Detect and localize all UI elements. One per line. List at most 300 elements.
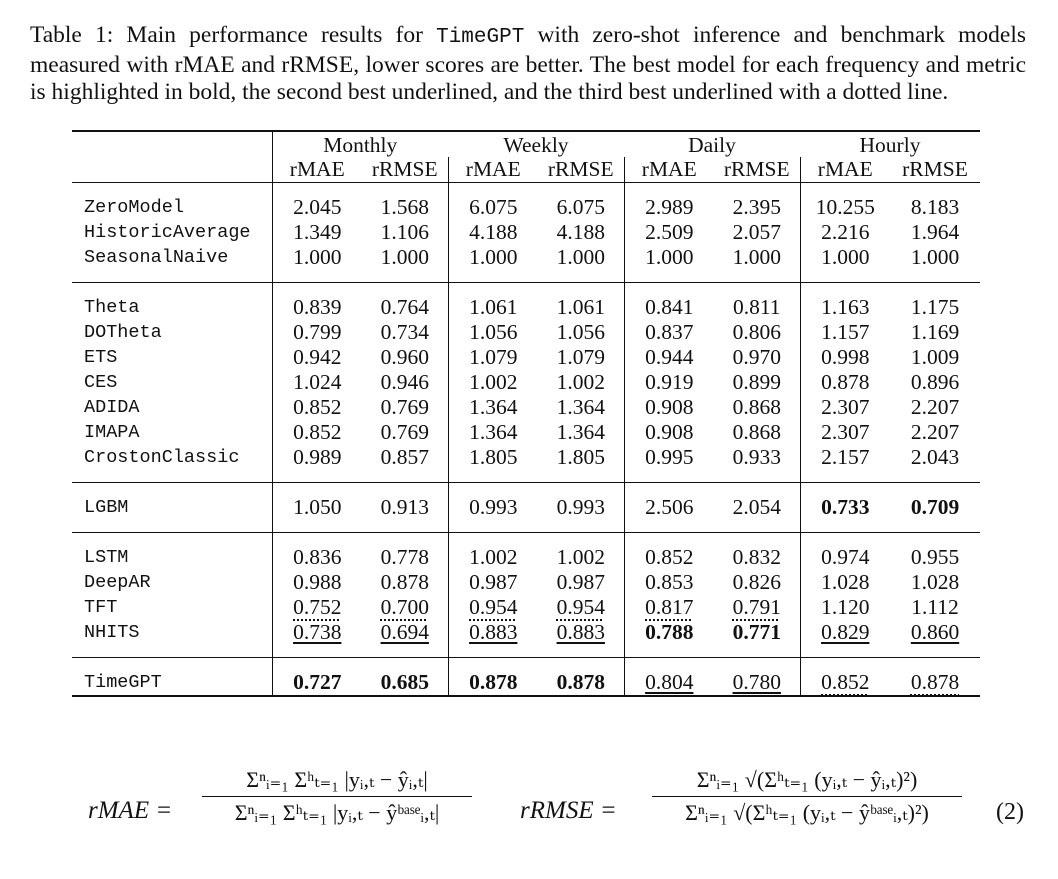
metric-cell: [362, 395, 448, 420]
metric-value: 0.878: [469, 670, 518, 694]
table-row: [72, 545, 980, 570]
header-blank: [72, 131, 272, 157]
rmae-denominator: Σⁿᵢ₌₁ Σʰₜ₌₁ |yᵢ,ₜ − ŷᵇᵃˢᵉᵢ,ₜ|: [234, 800, 440, 825]
metric-value: 0.896: [910, 370, 960, 394]
metric-header: rMAE: [448, 157, 538, 183]
metric-value: 0.974: [821, 545, 870, 569]
metric-cell: [800, 420, 890, 445]
model-name: TimeGPT: [72, 670, 272, 696]
metric-cell: [800, 320, 890, 345]
metric-value: 1.079: [469, 345, 518, 369]
model-name: CES: [84, 372, 118, 393]
metric-cell: [714, 195, 800, 220]
metric-value: 0.993: [556, 495, 605, 519]
group-header: Monthly: [272, 131, 448, 157]
metric-cell: [272, 370, 362, 395]
metric-value: 2.989: [645, 195, 694, 219]
group-separator: [72, 658, 980, 671]
metric-value: 1.056: [556, 320, 605, 344]
metric-value: 2.054: [732, 495, 781, 519]
model-name: HistoricAverage: [84, 222, 251, 243]
metric-cell: [362, 445, 448, 470]
table-row: [72, 195, 980, 220]
metric-cell: [538, 370, 624, 395]
metric-cell: [800, 445, 890, 470]
metric-value: 1.050: [293, 495, 342, 519]
metric-cell: [272, 495, 362, 520]
metric-value: 0.988: [293, 570, 342, 594]
metric-cell: [538, 295, 624, 320]
metric-value: 1.163: [821, 295, 870, 319]
metric-cell: [538, 220, 624, 245]
metric-value: 2.216: [821, 220, 870, 244]
model-name: NHITS: [84, 622, 140, 643]
metric-cell: [272, 320, 362, 345]
metric-cell: [800, 195, 890, 220]
metric-value: 1.000: [556, 245, 605, 269]
metric-value: 0.832: [732, 545, 781, 569]
metric-value: 0.752: [293, 595, 342, 619]
metric-cell: [890, 620, 980, 645]
metric-cell: [362, 545, 448, 570]
table-row: [72, 420, 980, 445]
metric-cell: [624, 595, 714, 620]
rrmse-denominator: Σⁿᵢ₌₁ √(Σʰₜ₌₁ (yᵢ,ₜ − ŷᵇᵃˢᵉᵢ,ₜ)²): [685, 800, 929, 825]
metric-cell: [890, 570, 980, 595]
metric-cell: [624, 370, 714, 395]
model-name: TFT: [84, 597, 118, 618]
metric-value: 0.995: [645, 445, 694, 469]
metric-value: 1.009: [910, 345, 960, 369]
rmae-lhs: rMAE =: [88, 797, 173, 824]
metric-cell: [272, 220, 362, 245]
table-row: [72, 295, 980, 320]
metric-cell: [362, 195, 448, 220]
metric-value: 0.987: [556, 570, 605, 594]
equation: [88, 767, 1028, 865]
metric-header: rRMSE: [371, 157, 438, 181]
metric-cell: [362, 220, 448, 245]
metric-value: 0.829: [821, 620, 870, 644]
metric-cell: [538, 195, 624, 220]
metric-value: 1.568: [380, 195, 429, 219]
metric-value: 0.878: [556, 670, 605, 694]
table-row: [72, 595, 980, 620]
metric-value: 0.852: [293, 395, 342, 419]
metric-cell: [890, 495, 980, 520]
metric-cell: [890, 445, 980, 470]
metric-cell: [448, 670, 538, 696]
metric-value: 0.853: [645, 570, 694, 594]
rmae-fraction: [202, 767, 472, 826]
metric-value: 0.769: [380, 395, 429, 419]
metric-cell: [624, 320, 714, 345]
metric-cell: [538, 420, 624, 445]
metric-value: 0.852: [293, 420, 342, 444]
metric-value: 0.727: [293, 670, 342, 694]
metric-value: 0.908: [645, 395, 694, 419]
results-table: [72, 130, 980, 697]
metric-value: 0.836: [293, 545, 342, 569]
metric-cell: [448, 595, 538, 620]
metric-value: 0.942: [293, 345, 342, 369]
metric-cell: [714, 495, 800, 520]
metric-cell: [890, 670, 980, 696]
metric-value: 0.764: [380, 295, 429, 319]
table-row: [72, 220, 980, 245]
metric-value: 0.946: [380, 370, 429, 394]
model-name: LSTM: [84, 547, 129, 568]
metric-cell: [362, 345, 448, 370]
metric-value: 0.839: [293, 295, 342, 319]
metric-cell: [714, 245, 800, 270]
metric-cell: [538, 495, 624, 520]
metric-value: 0.852: [645, 545, 694, 569]
metric-cell: [538, 245, 624, 270]
metric-value: 2.207: [910, 395, 960, 419]
metric-value: 0.908: [645, 420, 694, 444]
metric-cell: [272, 395, 362, 420]
metric-value: 1.364: [556, 395, 605, 419]
metric-value: 1.364: [469, 420, 518, 444]
metric-cell: [714, 445, 800, 470]
metric-value: 0.709: [910, 495, 960, 519]
group-spacer: [72, 270, 980, 283]
metric-value: 2.307: [821, 395, 870, 419]
group-spacer: [72, 470, 980, 483]
metric-cell: [272, 420, 362, 445]
metric-cell: [538, 620, 624, 645]
metric-value: 0.811: [732, 295, 781, 319]
group-separator: [72, 283, 980, 296]
metric-cell: [538, 445, 624, 470]
group-header: Daily: [624, 131, 800, 157]
table-row: [72, 495, 980, 520]
metric-value: 6.075: [556, 195, 605, 219]
metric-value: 0.734: [380, 320, 429, 344]
metric-value: 0.987: [469, 570, 518, 594]
metric-value: 0.837: [645, 320, 694, 344]
metric-cell: [538, 545, 624, 570]
metric-cell: [272, 295, 362, 320]
metric-cell: [272, 445, 362, 470]
metric-cell: [890, 420, 980, 445]
metric-cell: [624, 345, 714, 370]
metric-cell: [714, 595, 800, 620]
metric-value: 0.989: [293, 445, 342, 469]
metric-cell: [714, 395, 800, 420]
metric-value: 0.778: [380, 545, 429, 569]
metric-cell: [362, 295, 448, 320]
metric-value: 1.056: [469, 320, 518, 344]
model-name: CrostonClassic: [84, 447, 240, 468]
metric-value: 2.395: [732, 195, 781, 219]
metric-value: 0.878: [380, 570, 429, 594]
group-spacer: [72, 645, 980, 658]
metric-cell: [448, 370, 538, 395]
group-spacer: [72, 520, 980, 533]
model-name: Theta: [84, 297, 140, 318]
metric-cell: [362, 670, 448, 696]
metric-cell: [800, 570, 890, 595]
header-groups-row: [72, 131, 980, 157]
metric-cell: [800, 620, 890, 645]
group-separator: [72, 483, 980, 496]
metric-cell: [448, 620, 538, 645]
metric-cell: [272, 595, 362, 620]
metric-value: 0.771: [732, 620, 781, 644]
metric-cell: [800, 245, 890, 270]
metric-value: 1.000: [293, 245, 342, 269]
metric-value: 0.970: [732, 345, 781, 369]
metric-value: 1.000: [732, 245, 781, 269]
caption-model-name: TimeGPT: [436, 26, 525, 49]
group-header: Weekly: [448, 131, 624, 157]
metric-cell: [714, 420, 800, 445]
caption-suffix: with zero-shot inference and benchmark models measured with rMAE and rRMSE, lower scores are better. The best model for each frequency and metric is highlighted in bold, the second best underlined, and the third best underlined with a dotted line.: [30, 22, 1026, 105]
metric-value: 1.000: [821, 245, 870, 269]
metric-cell: [714, 370, 800, 395]
table-row: [72, 245, 980, 270]
metric-cell: [362, 620, 448, 645]
metric-cell: [362, 370, 448, 395]
metric-value: 1.028: [910, 570, 960, 594]
table-row: [72, 670, 980, 696]
metric-cell: [624, 220, 714, 245]
metric-cell: [538, 670, 624, 696]
metric-cell: [800, 220, 890, 245]
metric-value: 2.307: [821, 420, 870, 444]
metric-cell: [890, 245, 980, 270]
metric-cell: [272, 570, 362, 595]
metric-value: 1.112: [911, 595, 959, 619]
metric-value: 1.964: [910, 220, 960, 244]
metric-value: 2.207: [910, 420, 960, 444]
rmae-numerator: Σⁿᵢ₌₁ Σʰₜ₌₁ |yᵢ,ₜ − ŷᵢ,ₜ|: [246, 767, 428, 792]
metric-header: rRMSE: [723, 157, 790, 181]
metric-cell: [800, 545, 890, 570]
metric-cell: [362, 245, 448, 270]
metric-cell: [800, 370, 890, 395]
metric-value: 0.799: [293, 320, 342, 344]
model-name: IMAPA: [84, 422, 140, 443]
model-name: SeasonalNaive: [84, 247, 229, 268]
metric-value: 0.883: [469, 620, 518, 644]
table-row: [72, 620, 980, 645]
metric-value: 0.993: [469, 495, 518, 519]
metric-cell: [714, 545, 800, 570]
model-name: ETS: [84, 347, 118, 368]
model-name: LGBM: [84, 497, 129, 518]
metric-cell: [890, 320, 980, 345]
metric-cell: [362, 420, 448, 445]
equation-number: (2): [996, 799, 1024, 825]
metric-cell: [272, 245, 362, 270]
metric-cell: [714, 295, 800, 320]
metric-value: 1.000: [469, 245, 518, 269]
metric-value: 1.002: [556, 370, 605, 394]
metric-cell: [272, 545, 362, 570]
metric-cell: [800, 395, 890, 420]
metric-value: 0.868: [732, 395, 781, 419]
metric-cell: [800, 345, 890, 370]
group-header: Hourly: [800, 131, 980, 157]
metric-cell: [890, 295, 980, 320]
metric-value: 6.075: [469, 195, 518, 219]
metric-value: 0.955: [910, 545, 960, 569]
table-row: [72, 445, 980, 470]
metric-cell: [272, 670, 362, 696]
metric-value: 0.817: [645, 595, 694, 619]
metric-cell: [272, 345, 362, 370]
metric-cell: [362, 320, 448, 345]
metric-value: 0.954: [469, 595, 518, 619]
header-blank: [72, 157, 272, 183]
metric-value: 4.188: [556, 220, 605, 244]
metric-value: 2.506: [645, 495, 694, 519]
metric-header: rMAE: [624, 157, 714, 183]
metric-value: 0.841: [645, 295, 694, 319]
metric-cell: [624, 295, 714, 320]
table-row: [72, 345, 980, 370]
metric-value: 4.188: [469, 220, 518, 244]
metric-value: 0.860: [910, 620, 960, 644]
metric-cell: [714, 345, 800, 370]
metric-cell: [890, 370, 980, 395]
metric-value: 0.769: [380, 420, 429, 444]
rrmse-lhs: rRMSE =: [520, 797, 617, 824]
metric-header: rMAE: [272, 157, 362, 183]
metric-cell: [448, 345, 538, 370]
metric-cell: [448, 570, 538, 595]
metric-cell: [800, 595, 890, 620]
metric-value: 0.804: [645, 670, 694, 694]
table-row: [72, 570, 980, 595]
metric-header: rRMSE: [902, 157, 968, 181]
metric-value: 0.960: [380, 345, 429, 369]
metric-header: rRMSE: [547, 157, 614, 181]
metric-cell: [890, 545, 980, 570]
group-separator: [72, 183, 980, 196]
metric-cell: [714, 320, 800, 345]
metric-value: 1.024: [293, 370, 342, 394]
metric-cell: [714, 670, 800, 696]
metric-cell: [538, 345, 624, 370]
metric-value: 0.868: [732, 420, 781, 444]
metric-cell: [800, 295, 890, 320]
metric-value: 0.878: [910, 670, 960, 694]
metric-value: 1.061: [469, 295, 518, 319]
metric-value: 1.805: [556, 445, 605, 469]
group-separator: [72, 533, 980, 546]
metric-value: 0.883: [556, 620, 605, 644]
metric-value: 1.028: [821, 570, 870, 594]
model-name: DOTheta: [84, 322, 162, 343]
metric-cell: [448, 395, 538, 420]
rrmse-fraction: [652, 767, 962, 826]
metric-cell: [538, 320, 624, 345]
metric-value: 0.933: [732, 445, 781, 469]
metric-value: 1.349: [293, 220, 342, 244]
metric-cell: [448, 495, 538, 520]
metric-value: 0.733: [821, 495, 870, 519]
metric-value: 1.120: [821, 595, 870, 619]
metric-value: 0.954: [556, 595, 605, 619]
metric-value: 1.002: [556, 545, 605, 569]
metric-value: 0.694: [380, 620, 429, 644]
metric-cell: [800, 670, 890, 696]
metric-value: 2.157: [821, 445, 870, 469]
rrmse-numerator: Σⁿᵢ₌₁ √(Σʰₜ₌₁ (yᵢ,ₜ − ŷᵢ,ₜ)²): [696, 767, 918, 792]
metric-value: 0.944: [645, 345, 694, 369]
metric-value: 0.685: [380, 670, 429, 694]
metric-value: 10.255: [815, 195, 875, 219]
metric-value: 0.780: [732, 670, 781, 694]
metric-value: 0.913: [380, 495, 429, 519]
model-name: DeepAR: [84, 572, 151, 593]
metric-cell: [800, 495, 890, 520]
metric-cell: [448, 295, 538, 320]
metric-value: 1.364: [469, 395, 518, 419]
metric-cell: [714, 220, 800, 245]
metric-cell: [538, 395, 624, 420]
header-metrics-row: [72, 157, 980, 183]
metric-value: 0.998: [821, 345, 870, 369]
metric-value: 0.788: [645, 620, 694, 644]
metric-value: 2.045: [293, 195, 342, 219]
metric-value: 2.057: [732, 220, 781, 244]
metric-value: 1.175: [910, 295, 960, 319]
metric-cell: [890, 345, 980, 370]
table-row: [72, 320, 980, 345]
metric-value: 0.857: [380, 445, 429, 469]
metric-cell: [624, 245, 714, 270]
metric-value: 2.043: [910, 445, 960, 469]
metric-cell: [448, 545, 538, 570]
metric-cell: [624, 395, 714, 420]
metric-value: 1.805: [469, 445, 518, 469]
metric-cell: [624, 195, 714, 220]
metric-value: 0.806: [732, 320, 781, 344]
metric-value: 1.000: [645, 245, 694, 269]
metric-cell: [362, 595, 448, 620]
metric-cell: [448, 320, 538, 345]
metric-cell: [714, 620, 800, 645]
metric-cell: [448, 195, 538, 220]
metric-cell: [538, 570, 624, 595]
metric-value: 8.183: [910, 195, 960, 219]
metric-value: 1.169: [910, 320, 960, 344]
metric-value: 1.364: [556, 420, 605, 444]
metric-cell: [272, 620, 362, 645]
metric-value: 0.878: [821, 370, 870, 394]
metric-value: 1.079: [556, 345, 605, 369]
metric-value: 1.000: [380, 245, 429, 269]
metric-value: 1.106: [380, 220, 429, 244]
model-name: ADIDA: [84, 397, 140, 418]
metric-cell: [538, 595, 624, 620]
metric-cell: [448, 445, 538, 470]
metric-cell: [890, 195, 980, 220]
table-row: [72, 370, 980, 395]
metric-value: 2.509: [645, 220, 694, 244]
metric-value: 1.157: [821, 320, 870, 344]
metric-cell: [624, 670, 714, 696]
table-caption: [30, 22, 1026, 107]
metric-value: 0.700: [380, 595, 429, 619]
metric-cell: [272, 195, 362, 220]
metric-cell: [624, 570, 714, 595]
